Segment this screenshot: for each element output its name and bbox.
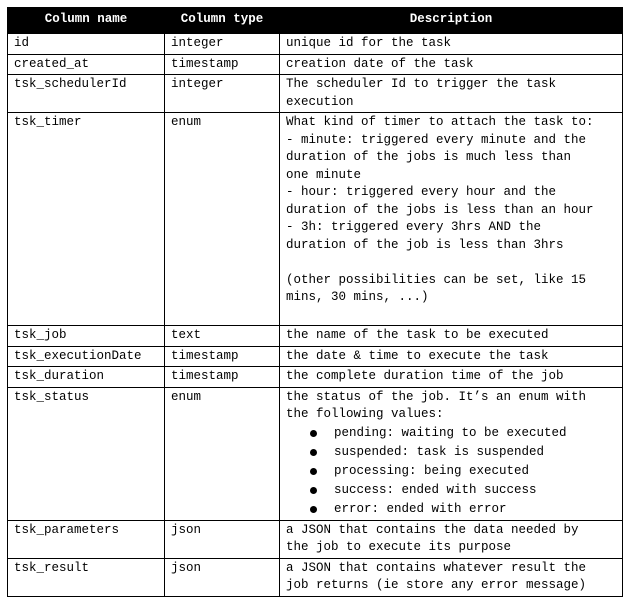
cell-description: unique id for the task [280,34,623,55]
cell-column-name: tsk_parameters [8,520,165,558]
description-line: duration of the jobs is much less than [286,150,572,164]
cell-description [280,558,623,596]
list-item [310,462,617,481]
cell-column-name: tsk_timer [8,113,165,326]
cell-description: creation date of the task [280,54,623,75]
blank-line [286,307,617,325]
bullet-icon [310,487,317,494]
list-item [310,500,617,519]
description-line: duration of the jobs is less than an hour [286,202,594,217]
table-body [8,34,623,597]
description-line: - minute: triggered every minute and the [286,132,587,147]
bullet-icon [310,449,317,456]
cell-column-name: tsk_job [8,326,165,347]
description-line: The scheduler Id to trigger the task [286,77,557,91]
description-line: the status of the job. It’s an enum with [286,389,587,404]
table-row [8,113,623,326]
bullet-icon [310,430,317,437]
cell-column-type: json [165,520,280,558]
header-column-name: Column name [8,8,165,34]
cell-column-name: tsk_executionDate [8,346,165,367]
table-row [8,34,623,55]
cell-column-type: integer [165,75,280,113]
cell-description: the date & time to execute the task [280,346,623,367]
cell-column-type: enum [165,387,280,520]
table-row [8,520,623,558]
list-item-text: pending: waiting to be executed [334,425,567,440]
table-row [8,54,623,75]
cell-column-name: tsk_status [8,387,165,520]
cell-column-name: tsk_duration [8,367,165,388]
cell-column-type: timestamp [165,367,280,388]
table-row [8,558,623,596]
cell-column-name: created_at [8,54,165,75]
description-line: duration of the job is less than 3hrs [286,237,564,252]
cell-description [280,520,623,558]
description-line: a JSON that contains whatever result the [286,560,587,575]
cell-column-type: timestamp [165,346,280,367]
table-row [8,367,623,388]
cell-description [280,113,623,326]
list-item-text: processing: being executed [334,463,530,478]
description-line: one minute [286,167,362,182]
header-description: Description [280,8,623,34]
table-row [8,75,623,113]
list-item-text: suspended: task is suspended [334,444,545,459]
cell-column-name: id [8,34,165,55]
description-line: a JSON that contains the data needed by [286,522,579,537]
header-row [8,8,623,34]
table-row [8,346,623,367]
cell-column-type: json [165,558,280,596]
list-item [310,443,617,462]
status-values-list [286,424,617,519]
cell-column-name: tsk_schedulerId [8,75,165,113]
list-item [310,424,617,443]
list-item [310,481,617,500]
cell-column-name: tsk_result [8,558,165,596]
cell-description: the complete duration time of the job [280,367,623,388]
description-line: job returns (ie store any error message) [286,578,587,592]
cell-description: the name of the task to be executed [280,326,623,347]
cell-column-type: integer [165,34,280,55]
bullet-icon [310,468,317,475]
cell-column-type: enum [165,113,280,326]
description-line: (other possibilities can be set, like 15 [286,272,587,287]
table-row [8,326,623,347]
cell-description [280,75,623,113]
cell-column-type: timestamp [165,54,280,75]
list-item-text: success: ended with success [334,482,537,497]
description-line: execution [286,94,354,109]
description-line: the following values: [286,407,444,421]
description-line: What kind of timer to attach the task to: [286,115,594,129]
description-line: the job to execute its purpose [286,540,512,554]
cell-description [280,387,623,520]
table-row [8,387,623,520]
description-line: - 3h: triggered every 3hrs AND the [286,220,542,234]
cell-column-type: text [165,326,280,347]
table-header [8,8,623,34]
blank-line [286,254,617,272]
description-line: - hour: triggered every hour and the [286,185,557,199]
description-line: mins, 30 mins, ...) [286,290,429,304]
schema-table [7,7,623,597]
header-column-type: Column type [165,8,280,34]
bullet-icon [310,506,317,513]
list-item-text: error: ended with error [334,501,507,516]
